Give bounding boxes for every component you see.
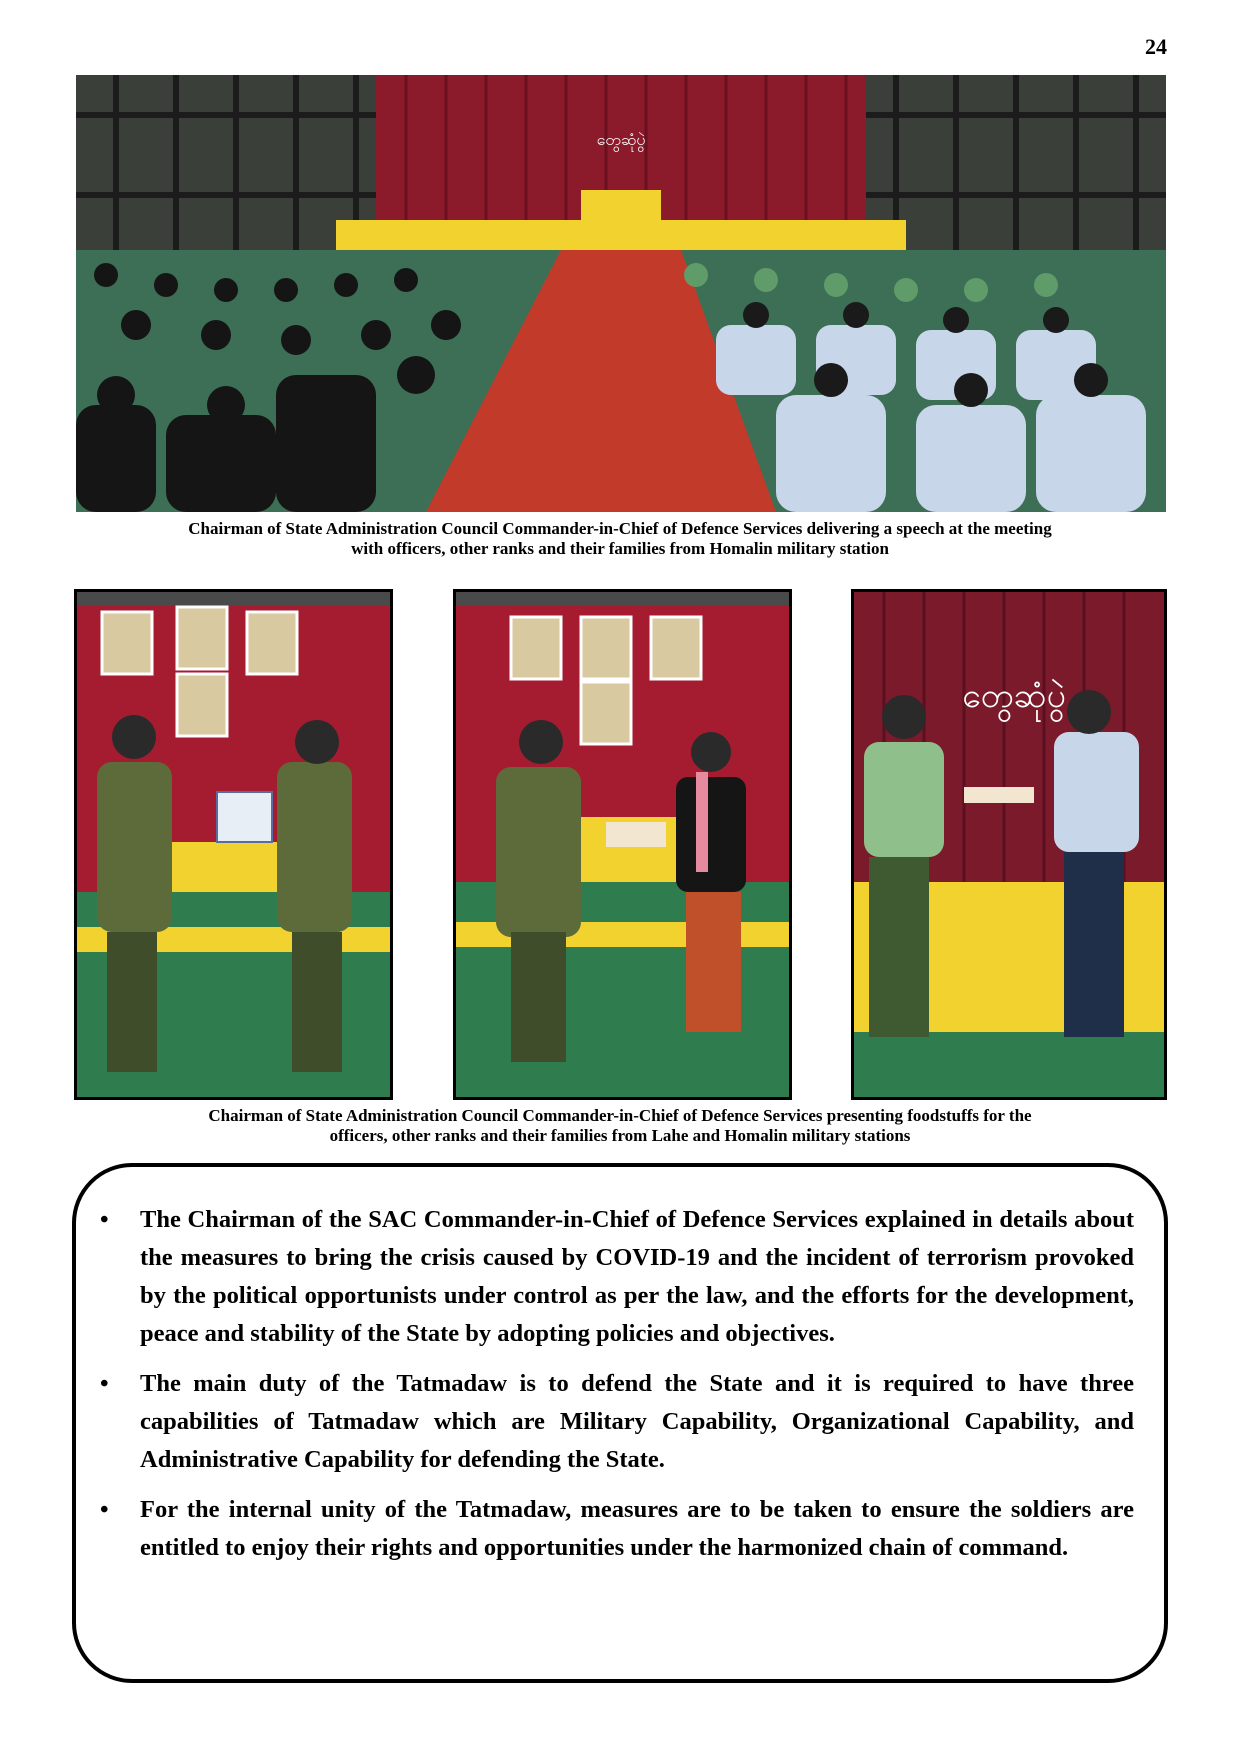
bottom-caption [70, 1106, 1170, 1146]
presentation-photo-right [851, 589, 1167, 1100]
key-point-item [100, 1201, 1134, 1353]
banner-text: တွေဆုံပွဲ [596, 130, 646, 149]
presentation-photo-middle [453, 589, 792, 1100]
bullet-icon: • [100, 1370, 109, 1397]
key-points-box [72, 1163, 1168, 1683]
top-caption-line-2: with officers, other ranks and their families from Homalin military station [351, 539, 889, 558]
meeting-hall-photo [76, 75, 1166, 512]
page-number: 24 [1145, 34, 1167, 59]
bottom-caption-line-1: Chairman of State Administration Council Commander-in-Chief of Defence Services presenting foodstuffs for the [208, 1106, 1032, 1125]
top-caption-line-1: Chairman of State Administration Council Commander-in-Chief of Defence Services delivering a speech at the meeting [188, 519, 1052, 538]
key-point-item [100, 1365, 1134, 1479]
bullet-icon: • [100, 1206, 109, 1233]
key-point-item [100, 1491, 1134, 1567]
presentation-photo-left [74, 589, 393, 1100]
top-caption [70, 519, 1170, 559]
banner-text-right: တွေဆုံပွဲ [962, 676, 1066, 716]
bottom-caption-line-2: officers, other ranks and their families from Lahe and Homalin military stations [329, 1126, 911, 1145]
key-point-text: For the internal unity of the Tatmadaw, measures are to be taken to ensure the soldiers are entitled to enjoy their rights and opportunities under the harmonized chain of command. [140, 1496, 1134, 1561]
key-point-text: The main duty of the Tatmadaw is to defend the State and it is required to have three capabilities of Tatmadaw which are Military Capability, Organizational Capability, and Administrative Capability for defending the State. [140, 1370, 1134, 1473]
bullet-icon: • [100, 1496, 109, 1523]
key-points-list [76, 1167, 1164, 1567]
key-point-text: The Chairman of the SAC Commander-in-Chief of Defence Services explained in details about the measures to bring the crisis caused by COVID-19 and the incident of terrorism provoked by the political opportunists under control as per the law, and the efforts for the development, peace and stability of the State by adopting policies and objectives. [140, 1206, 1134, 1347]
